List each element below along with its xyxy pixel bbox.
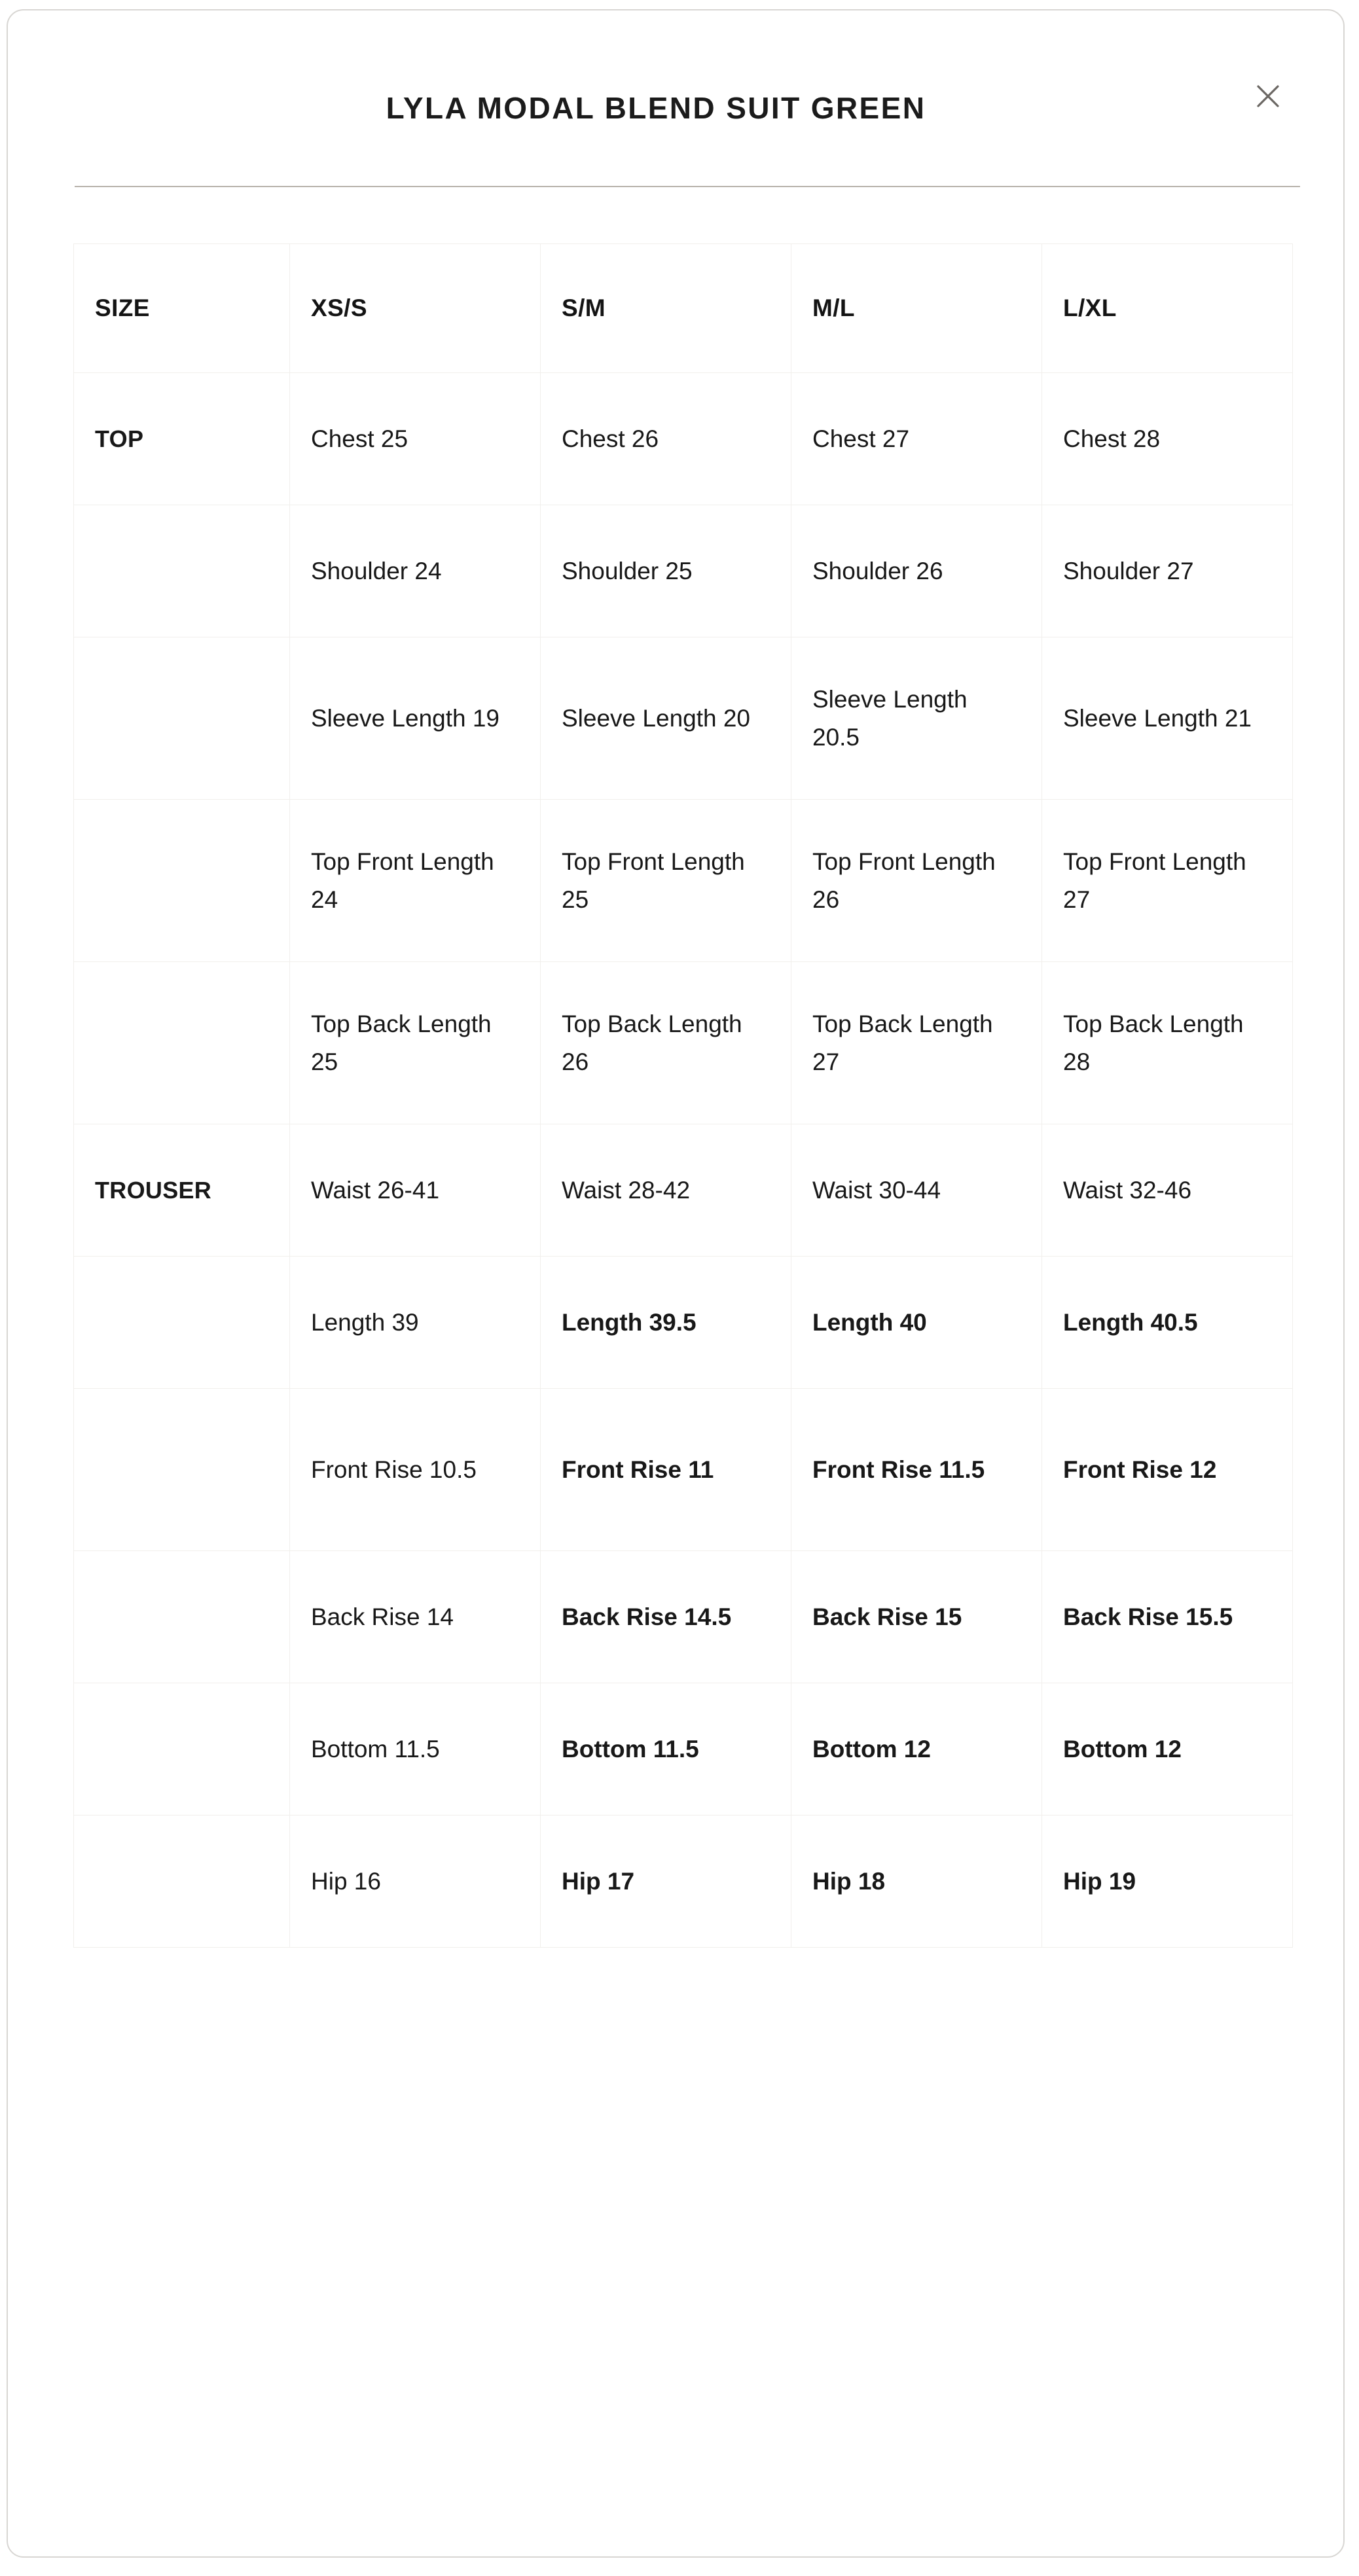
measurement-cell: Top Back Length 28	[1042, 962, 1293, 1124]
measurement-cell: Waist 26-41	[290, 1124, 541, 1257]
measurement-cell: Bottom 11.5	[541, 1683, 791, 1816]
row-label-empty	[74, 962, 290, 1124]
modal-header	[8, 10, 1343, 178]
measurement-cell: Shoulder 25	[541, 505, 791, 637]
measurement-cell: Top Back Length 25	[290, 962, 541, 1124]
measurement-cell: Front Rise 11	[541, 1389, 791, 1551]
measurement-cell: Chest 28	[1042, 373, 1293, 505]
measurement-cell: Hip 17	[541, 1816, 791, 1948]
measurement-cell: Chest 25	[290, 373, 541, 505]
measurement-cell: Shoulder 27	[1042, 505, 1293, 637]
row-label-empty	[74, 1257, 290, 1389]
row-label-top: TOP	[74, 373, 290, 505]
measurement-cell: Hip 18	[791, 1816, 1042, 1948]
column-header-m-l: M/L	[791, 244, 1042, 373]
table-header-row	[74, 244, 1293, 373]
table-header	[74, 244, 1293, 373]
table-row	[74, 637, 1293, 800]
measurement-cell: Chest 27	[791, 373, 1042, 505]
measurement-cell: Sleeve Length 19	[290, 637, 541, 800]
row-label-empty	[74, 1683, 290, 1816]
measurement-cell: Top Back Length 26	[541, 962, 791, 1124]
measurement-cell: Top Front Length 27	[1042, 800, 1293, 962]
column-header-l-xl: L/XL	[1042, 244, 1293, 373]
measurement-cell: Chest 26	[541, 373, 791, 505]
measurement-cell: Sleeve Length 21	[1042, 637, 1293, 800]
table-row	[74, 1257, 1293, 1389]
measurement-cell: Hip 16	[290, 1816, 541, 1948]
table-body	[74, 373, 1293, 1948]
measurement-cell: Bottom 12	[1042, 1683, 1293, 1816]
row-label-empty	[74, 505, 290, 637]
table-row	[74, 962, 1293, 1124]
measurement-cell: Top Front Length 24	[290, 800, 541, 962]
measurement-cell: Bottom 12	[791, 1683, 1042, 1816]
measurement-cell: Sleeve Length 20.5	[791, 637, 1042, 800]
row-label-empty	[74, 1551, 290, 1683]
table-row	[74, 505, 1293, 637]
measurement-cell: Back Rise 15	[791, 1551, 1042, 1683]
table-row	[74, 1551, 1293, 1683]
table-row	[74, 1124, 1293, 1257]
measurement-cell: Waist 28-42	[541, 1124, 791, 1257]
measurement-cell: Back Rise 15.5	[1042, 1551, 1293, 1683]
row-label-empty	[74, 1389, 290, 1551]
table-row	[74, 373, 1293, 505]
row-label-empty	[74, 1816, 290, 1948]
close-icon	[1252, 80, 1284, 112]
measurement-cell: Length 40.5	[1042, 1257, 1293, 1389]
measurement-cell: Back Rise 14	[290, 1551, 541, 1683]
measurement-cell: Length 39.5	[541, 1257, 791, 1389]
measurement-cell: Shoulder 24	[290, 505, 541, 637]
measurement-cell: Front Rise 10.5	[290, 1389, 541, 1551]
row-label-empty	[74, 637, 290, 800]
header-divider	[75, 186, 1300, 187]
column-header-xs-s: XS/S	[290, 244, 541, 373]
size-chart-modal	[7, 9, 1345, 2558]
measurement-cell: Hip 19	[1042, 1816, 1293, 1948]
measurement-cell: Length 40	[791, 1257, 1042, 1389]
measurement-cell: Top Front Length 25	[541, 800, 791, 962]
measurement-cell: Front Rise 11.5	[791, 1389, 1042, 1551]
measurement-cell: Waist 30-44	[791, 1124, 1042, 1257]
measurement-cell: Top Front Length 26	[791, 800, 1042, 962]
measurement-cell: Front Rise 12	[1042, 1389, 1293, 1551]
table-row	[74, 1816, 1293, 1948]
column-header-size: SIZE	[74, 244, 290, 373]
measurement-cell: Waist 32-46	[1042, 1124, 1293, 1257]
measurement-cell: Shoulder 26	[791, 505, 1042, 637]
close-button[interactable]	[1244, 72, 1292, 120]
row-label-empty	[74, 800, 290, 962]
measurement-cell: Back Rise 14.5	[541, 1551, 791, 1683]
row-label-trouser: TROUSER	[74, 1124, 290, 1257]
page-title: LYLA MODAL BLEND SUIT GREEN	[386, 91, 926, 125]
measurement-cell: Top Back Length 27	[791, 962, 1042, 1124]
measurement-cell: Sleeve Length 20	[541, 637, 791, 800]
size-chart-table	[73, 243, 1293, 1948]
table-row	[74, 800, 1293, 962]
table-row	[74, 1389, 1293, 1551]
measurement-cell: Length 39	[290, 1257, 541, 1389]
measurement-cell: Bottom 11.5	[290, 1683, 541, 1816]
table-row	[74, 1683, 1293, 1816]
column-header-s-m: S/M	[541, 244, 791, 373]
